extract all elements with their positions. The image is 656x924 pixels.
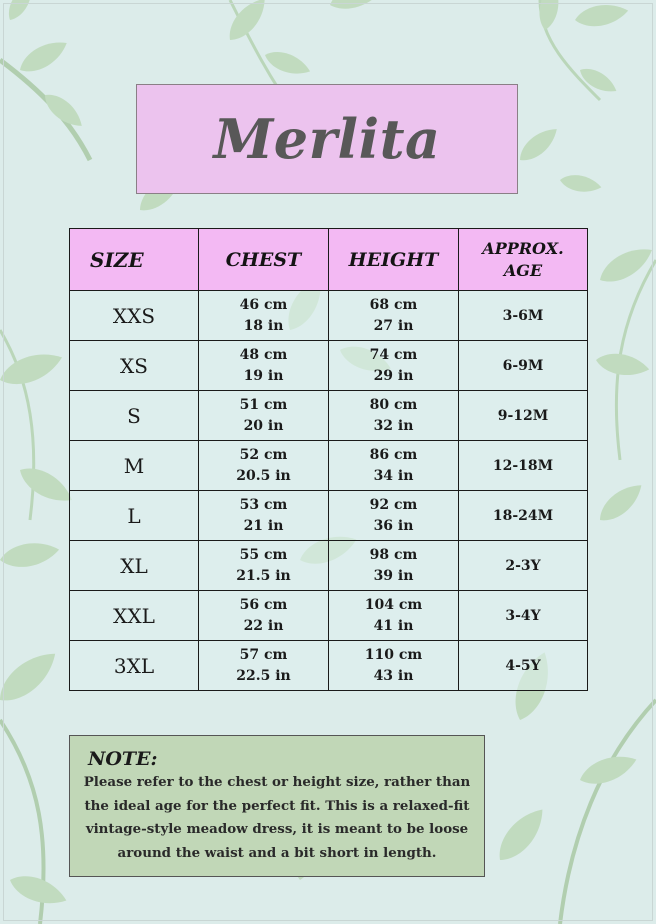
table-row <box>70 541 588 591</box>
size-cell: XXS <box>70 291 199 341</box>
height-cm: 110 cm <box>364 646 423 663</box>
chest-cm: 46 cm <box>239 296 288 313</box>
chest-cm: 48 cm <box>239 346 288 363</box>
age-cell: 4-5Y <box>459 641 588 691</box>
height-cell <box>329 291 459 341</box>
height-cm: 80 cm <box>369 396 418 413</box>
chest-cell <box>199 391 329 441</box>
table-row <box>70 291 588 341</box>
chest-cm: 55 cm <box>239 546 288 563</box>
note-line: vintage-style meadow dress, it is meant to be loose <box>85 821 469 837</box>
height-in: 32 in <box>373 417 414 434</box>
note-body <box>80 771 474 865</box>
chest-in: 22.5 in <box>236 667 291 684</box>
header-size: SIZE <box>70 229 199 291</box>
height-in: 41 in <box>373 617 414 634</box>
chest-cell <box>199 641 329 691</box>
height-cell <box>329 591 459 641</box>
chest-cell <box>199 341 329 391</box>
chest-cell <box>199 291 329 341</box>
age-cell: 3-4Y <box>459 591 588 641</box>
height-cell <box>329 341 459 391</box>
height-in: 27 in <box>373 317 414 334</box>
brand-title-box <box>136 84 518 194</box>
height-cell <box>329 641 459 691</box>
chest-in: 18 in <box>243 317 284 334</box>
height-in: 43 in <box>373 667 414 684</box>
note-box <box>69 735 485 877</box>
height-in: 36 in <box>373 517 414 534</box>
chest-in: 19 in <box>243 367 284 384</box>
height-cm: 86 cm <box>369 446 418 463</box>
chest-cell <box>199 541 329 591</box>
height-cm: 68 cm <box>369 296 418 313</box>
height-in: 34 in <box>373 467 414 484</box>
chest-in: 20.5 in <box>236 467 291 484</box>
header-height: HEIGHT <box>329 229 459 291</box>
age-cell: 6-9M <box>459 341 588 391</box>
age-cell: 18-24M <box>459 491 588 541</box>
height-cm: 98 cm <box>369 546 418 563</box>
size-cell: L <box>70 491 199 541</box>
height-cm: 92 cm <box>369 496 418 513</box>
chest-cell <box>199 441 329 491</box>
height-cell <box>329 391 459 441</box>
size-chart-table <box>69 228 588 691</box>
header-age-line1: APPROX. <box>482 238 564 258</box>
height-cm: 104 cm <box>364 596 423 613</box>
table-header-row <box>70 229 588 291</box>
chest-cell <box>199 491 329 541</box>
header-age-line2: AGE <box>503 260 543 280</box>
height-cm: 74 cm <box>369 346 418 363</box>
table-row <box>70 491 588 541</box>
height-cell <box>329 541 459 591</box>
header-approx-age <box>459 229 588 291</box>
table-row <box>70 641 588 691</box>
chest-in: 20 in <box>243 417 284 434</box>
table-row <box>70 591 588 641</box>
chest-cm: 51 cm <box>239 396 288 413</box>
age-cell: 9-12M <box>459 391 588 441</box>
age-cell: 3-6M <box>459 291 588 341</box>
size-cell: XS <box>70 341 199 391</box>
chest-in: 21.5 in <box>236 567 291 584</box>
note-title: NOTE: <box>88 748 158 770</box>
table-row <box>70 391 588 441</box>
table-row <box>70 341 588 391</box>
height-in: 39 in <box>373 567 414 584</box>
brand-title: Merlita <box>213 107 441 171</box>
age-cell: 2-3Y <box>459 541 588 591</box>
height-in: 29 in <box>373 367 414 384</box>
size-cell: XXL <box>70 591 199 641</box>
chest-in: 22 in <box>243 617 284 634</box>
chest-cm: 53 cm <box>239 496 288 513</box>
table-row <box>70 441 588 491</box>
chest-cell <box>199 591 329 641</box>
chest-cm: 57 cm <box>239 646 288 663</box>
age-cell: 12-18M <box>459 441 588 491</box>
size-cell: XL <box>70 541 199 591</box>
size-cell: 3XL <box>70 641 199 691</box>
note-line: the ideal age for the perfect fit. This is a relaxed-fit <box>84 797 470 814</box>
size-cell: S <box>70 391 199 441</box>
header-chest: CHEST <box>199 229 329 291</box>
note-line: Please refer to the chest or height size, rather than <box>83 774 471 790</box>
chest-cm: 52 cm <box>239 446 288 463</box>
chest-cm: 56 cm <box>239 596 288 613</box>
note-line: around the waist and a bit short in length. <box>117 844 437 861</box>
size-cell: M <box>70 441 199 491</box>
height-cell <box>329 491 459 541</box>
chest-in: 21 in <box>243 517 284 534</box>
height-cell <box>329 441 459 491</box>
